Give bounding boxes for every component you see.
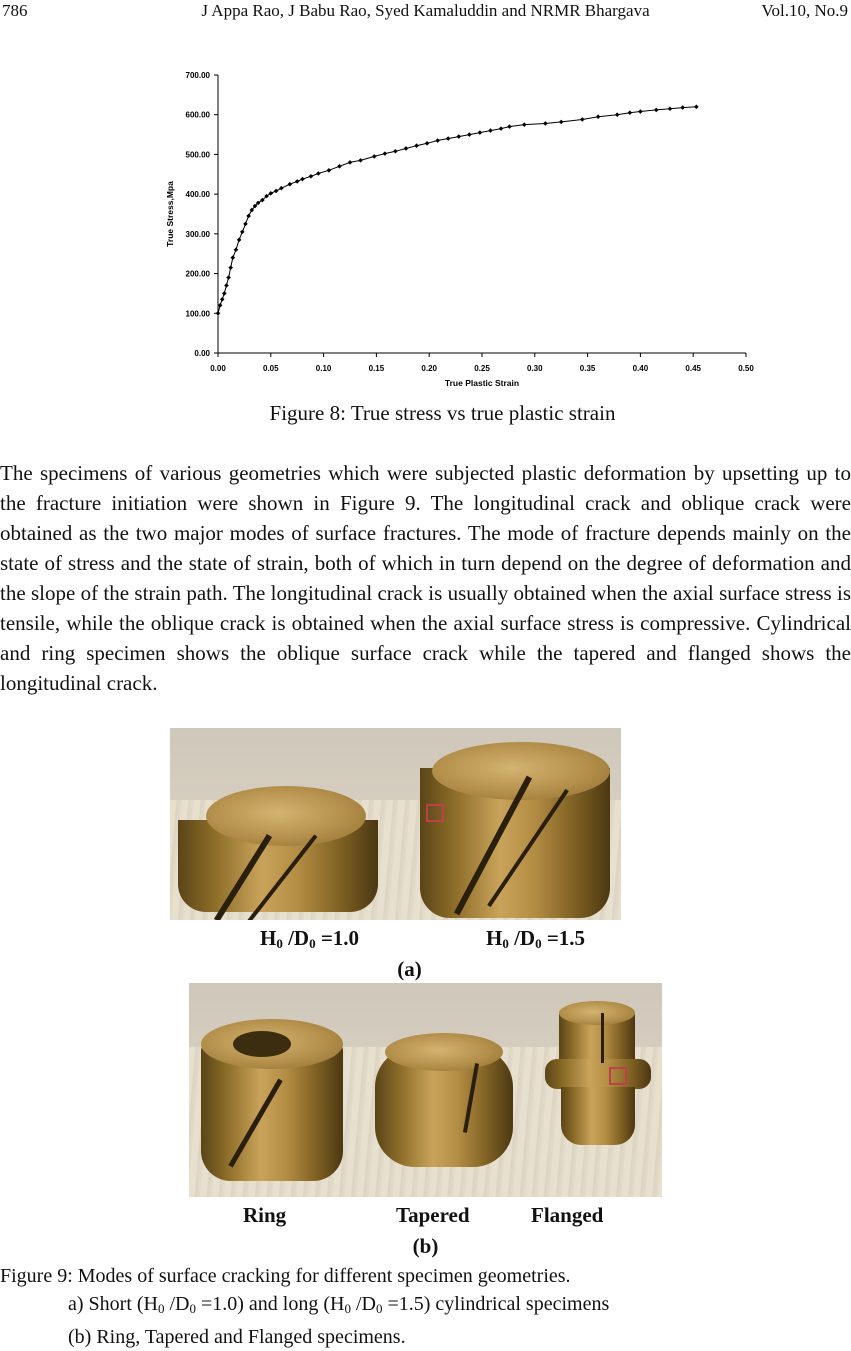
page-number: 786 [2, 1, 28, 20]
data-point [559, 120, 564, 125]
x-tick-label: 0.05 [263, 364, 279, 373]
data-point [414, 143, 419, 148]
y-tick-label: 300.00 [185, 229, 210, 239]
data-point [580, 117, 585, 122]
data-point [337, 164, 342, 169]
data-point [237, 238, 242, 243]
x-tick-label: 0.00 [210, 364, 226, 373]
data-point [543, 121, 548, 126]
data-point [240, 230, 245, 235]
data-point [522, 122, 527, 127]
data-point [358, 158, 363, 163]
y-tick-label: 200.00 [185, 269, 210, 279]
x-tick-label: 0.50 [738, 364, 754, 373]
data-point [222, 291, 227, 296]
data-point [300, 177, 305, 182]
x-tick-label: 0.10 [315, 364, 332, 373]
data-point [309, 174, 314, 179]
data-point [654, 108, 659, 113]
x-tick-label: 0.45 [685, 364, 701, 373]
data-point [467, 132, 472, 137]
data-point [216, 311, 221, 316]
running-authors: J Appa Rao, J Babu Rao, Syed Kamaluddin and NRMR Bhargava [201, 1, 650, 20]
y-axis-title: True Stress,Mpa [165, 181, 175, 247]
figure-9a-photo [170, 728, 621, 920]
label-ring: Ring [243, 1203, 287, 1227]
data-point [615, 112, 620, 117]
data-point [694, 104, 699, 109]
y-tick-label: 500.00 [185, 150, 210, 160]
stress-strain-plot [160, 62, 760, 396]
data-point [456, 134, 461, 139]
data-point [446, 136, 451, 141]
y-tick-label: 600.00 [185, 110, 210, 120]
y-tick-label: 100.00 [185, 309, 210, 319]
x-tick-label: 0.40 [632, 364, 649, 373]
data-point [507, 124, 512, 129]
data-point [404, 146, 409, 151]
data-point [274, 189, 279, 194]
y-tick-label: 700.00 [185, 71, 210, 80]
data-point [220, 297, 225, 302]
data-point [246, 214, 251, 219]
y-tick-label: 400.00 [185, 190, 210, 200]
figure-9-caption-line1: Figure 9: Modes of surface cracking for different specimen geometries. [0, 1265, 571, 1287]
data-point [226, 275, 231, 280]
label-tapered: Tapered [396, 1203, 470, 1227]
panel-b-label: (b) [412, 1234, 439, 1258]
data-point [327, 168, 332, 173]
data-point [230, 255, 235, 260]
data-point [435, 138, 440, 143]
data-point [393, 149, 398, 154]
figure-9-caption-line3: (b) Ring, Tapered and Flanged specimens. [68, 1326, 406, 1348]
x-tick-label: 0.25 [474, 364, 490, 373]
data-point [243, 222, 248, 227]
data-point [680, 105, 685, 110]
body-paragraph: The specimens of various geometries which were subjected plastic deformation by upsetting up to the fracture initiation were shown in Figure 9. The longitudinal crack and oblique crack were obtained as the two major modes of surface fractures. The mode of fracture depends mainly on the state of stress and the state of strain, both of which in turn depend on the degree of deformation and the slope of the strain path. The longitudinal crack is usually obtained when the axial surface stress is tensile, while the oblique crack is obtained when the axial surface stress is compressive. Cylindrical and ring specimen shows the oblique surface crack while the tapered and flanged shows the longitudinal crack. [0, 461, 851, 695]
x-tick-label: 0.15 [368, 364, 385, 373]
data-point [224, 283, 229, 288]
data-point [425, 141, 430, 146]
data-point [372, 154, 377, 159]
data-point [488, 128, 493, 133]
data-point [218, 303, 223, 308]
figure-9b-photo [189, 983, 662, 1197]
data-point [234, 247, 239, 252]
page-header [0, 0, 851, 24]
x-axis-title: True Plastic Strain [444, 378, 520, 388]
data-point [499, 126, 504, 131]
data-point [478, 130, 483, 135]
data-point [348, 160, 353, 165]
y-tick-label: 0.00 [194, 349, 210, 358]
panel-a-label: (a) [397, 957, 422, 981]
figure-8-chart [160, 62, 760, 396]
label-flanged: Flanged [531, 1203, 604, 1227]
figure-9-caption-line2: a) Short ($H_0$ $/D_0 =1.0$) and long ($H_0$ $/D_0 =1.5$) cylindrical specimens [68, 1293, 610, 1316]
label-long-cylinder: $H_0$ $/D_0 =1.5$ [486, 926, 586, 951]
volume-info: Vol.10, No.9 [761, 1, 848, 20]
data-point [279, 186, 284, 191]
data-point [638, 109, 643, 114]
data-point [668, 106, 673, 111]
data-point [383, 151, 388, 156]
figure-8-caption: Figure 8: True stress vs true plastic strain [269, 401, 616, 425]
data-point [596, 114, 601, 119]
figure-9-caption [0, 1262, 609, 1351]
data-point [295, 179, 300, 184]
data-point [288, 182, 293, 187]
data-point [628, 110, 633, 115]
label-short-cylinder: $H_0$ $/D_0 =1.0$ [260, 926, 360, 951]
x-tick-label: 0.20 [421, 364, 437, 373]
x-tick-label: 0.30 [527, 364, 543, 373]
data-point [316, 171, 321, 176]
x-tick-label: 0.35 [579, 364, 596, 373]
series-line [218, 107, 696, 313]
data-point [228, 265, 233, 270]
